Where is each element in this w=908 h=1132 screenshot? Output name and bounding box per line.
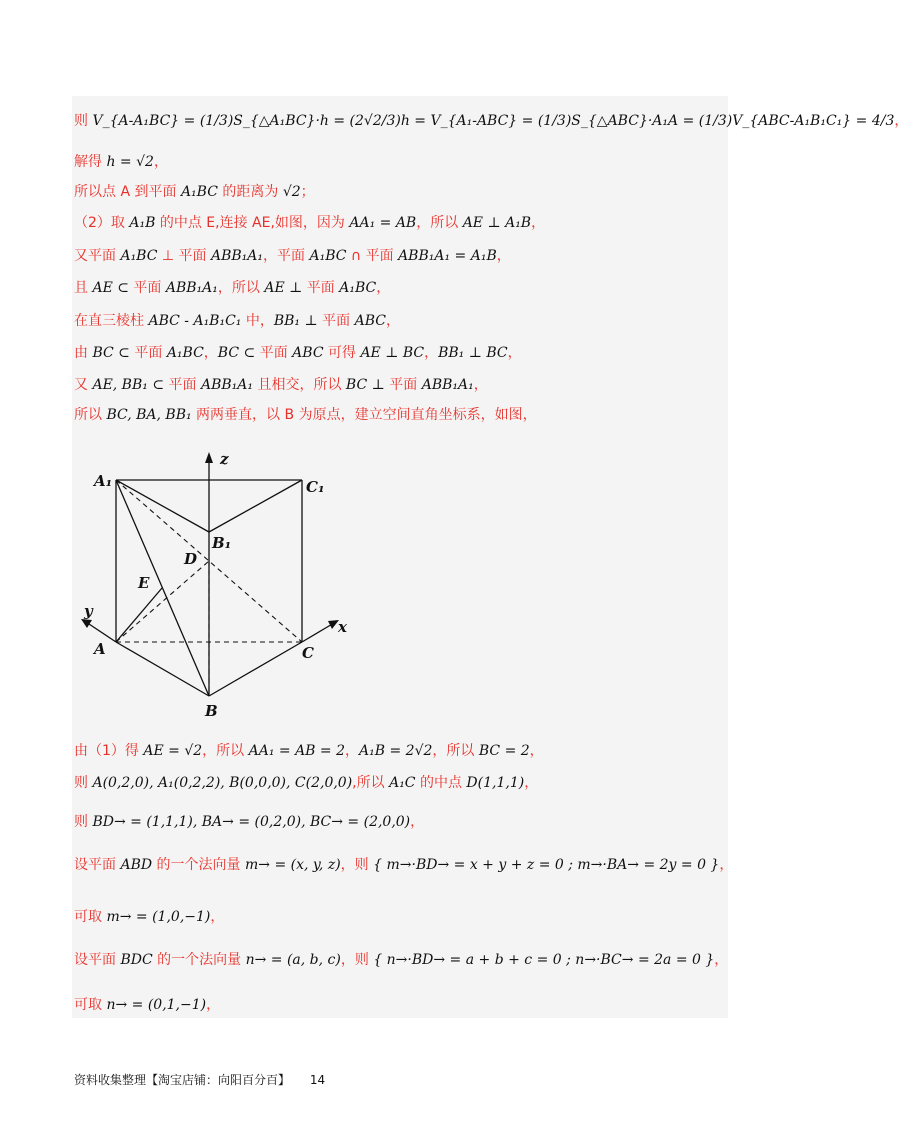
text-span: 平面: [164, 377, 201, 393]
text-span: 的一个法向量: [152, 952, 246, 968]
math-expression: ABC: [292, 345, 324, 361]
math-expression: AE ⊥: [264, 280, 303, 296]
text-span: ，: [410, 814, 425, 830]
prism-figure: [72, 436, 372, 728]
text-span: 在直三棱柱: [74, 313, 149, 329]
text-span: ，: [507, 345, 522, 361]
text-span: 且相交，所以: [253, 377, 346, 393]
text-span: 又: [74, 377, 93, 393]
solution-line: [74, 408, 537, 422]
text-span: ，: [524, 775, 539, 791]
dash-a-d: [116, 561, 209, 642]
math-expression: BB₁ ⊥: [273, 313, 318, 329]
text-span: ，: [424, 345, 439, 361]
label-e: E: [138, 574, 150, 592]
text-span: 可取: [74, 997, 107, 1013]
solution-line: [74, 815, 424, 829]
math-expression: AA₁ = AB: [349, 215, 417, 231]
edge-a-e: [116, 588, 162, 642]
solution-line: [74, 910, 224, 924]
math-expression: ABB₁A₁: [421, 377, 474, 393]
math-expression: A(0,2,0), A₁(0,2,2), B(0,0,0), C(2,0,0): [92, 775, 353, 791]
math-expression: AE = √2: [143, 743, 203, 759]
text-span: ，所以: [202, 743, 249, 759]
text-span: 所以: [74, 407, 107, 423]
solution-line: [74, 281, 390, 295]
label-a: A: [94, 640, 106, 658]
text-span: ，所以: [217, 280, 265, 296]
text-span: ，: [529, 743, 544, 759]
text-span: ，: [345, 743, 360, 759]
math-expression: BD→ = (1,1,1), BA→ = (0,2,0), BC→ = (2,0,0): [92, 814, 411, 830]
label-z: z: [220, 450, 229, 468]
math-expression: ABD: [120, 857, 153, 873]
solution-line: [74, 185, 315, 199]
text-span: ，平面: [263, 248, 310, 264]
math-expression: n→ = (0,1,−1): [106, 997, 207, 1013]
text-span: 平面: [255, 345, 293, 361]
text-span: 设平面: [74, 952, 121, 968]
solution-line: [74, 998, 220, 1012]
text-span: ，: [714, 952, 729, 968]
solution-line: [74, 216, 545, 230]
math-expression: { m→·BD→ = x + y + z = 0 ; m→·BA→ = 2y = 0 }: [373, 857, 720, 873]
text-span: ，则: [340, 952, 374, 968]
label-y: y: [84, 602, 93, 620]
math-expression: A₁B = 2√2: [359, 743, 433, 759]
math-expression: √2: [282, 184, 301, 200]
solution-line: [74, 858, 733, 872]
label-c1: C₁: [306, 478, 325, 496]
text-span: ，: [531, 215, 546, 231]
label-a1: A₁: [94, 472, 113, 490]
math-expression: A₁BC: [309, 248, 347, 264]
math-expression: AE ⊥ BC: [360, 345, 425, 361]
text-span: 解得: [74, 154, 107, 170]
footer-text: 资料收集整理【淘宝店铺：向阳百分百】: [74, 1073, 291, 1087]
math-expression: BC ⊂: [92, 345, 130, 361]
label-b: B: [205, 702, 218, 720]
text-span: 的中点: [415, 775, 467, 791]
text-span: 设平面: [74, 857, 121, 873]
edge-a1-b1: [116, 480, 209, 532]
math-expression: A₁B: [129, 215, 156, 231]
solution-line: [74, 314, 400, 328]
text-span: ，: [719, 857, 734, 873]
solution-line: [74, 155, 168, 169]
text-span: 的距离为: [217, 184, 283, 200]
math-expression: BC ⊂: [217, 345, 256, 361]
solution-line: [74, 378, 488, 392]
text-span: ，: [203, 345, 218, 361]
text-span: ，: [496, 248, 511, 264]
edge-a1-b: [116, 480, 209, 696]
label-c: C: [302, 644, 314, 662]
text-span: 可得: [323, 345, 361, 361]
text-span: 两两垂直，以 B 为原点，建立空间直角坐标系，如图，: [191, 407, 537, 423]
text-span: ，: [473, 377, 488, 393]
math-expression: ABB₁A₁: [200, 377, 253, 393]
page-number: 14: [309, 1073, 326, 1087]
text-span: 的中点 E,连接 AE,如图，因为: [155, 215, 350, 231]
page-footer: [74, 1071, 325, 1088]
text-span: 由: [74, 345, 93, 361]
text-span: 平面: [302, 280, 340, 296]
math-expression: BC, BA, BB₁: [106, 407, 192, 423]
solution-line: [74, 249, 511, 263]
text-span: 所以点 A 到平面: [74, 184, 181, 200]
math-expression: D(1,1,1): [466, 775, 525, 791]
math-expression: n→ = (a, b, c): [245, 952, 341, 968]
text-span: ,所以: [352, 775, 390, 791]
y-arrow-icon: [81, 619, 92, 628]
axis-y: [86, 622, 116, 642]
math-expression: BC = 2: [478, 743, 530, 759]
solution-line: [74, 114, 908, 128]
text-span: ，: [894, 113, 908, 129]
math-expression: ABC - A₁B₁C₁: [148, 313, 242, 329]
edge-b-c: [209, 642, 302, 696]
text-span: 平面: [317, 313, 355, 329]
text-span: ∩ 平面: [346, 248, 399, 264]
text-span: 可取: [74, 909, 107, 925]
math-expression: A₁BC: [120, 248, 158, 264]
math-expression: m→ = (1,0,−1): [106, 909, 211, 925]
math-expression: ABB₁A₁: [165, 280, 218, 296]
solution-line: [74, 953, 728, 967]
text-span: 平面: [384, 377, 422, 393]
text-span: 且: [74, 280, 93, 296]
math-expression: A₁BC: [166, 345, 204, 361]
solution-line: [74, 776, 538, 790]
edge-a-b: [116, 642, 209, 696]
math-expression: AA₁ = AB = 2: [248, 743, 346, 759]
text-span: 又平面: [74, 248, 121, 264]
text-span: ，: [385, 313, 400, 329]
text-span: 则: [74, 814, 93, 830]
solution-line: [74, 744, 544, 758]
text-span: ，则: [340, 857, 374, 873]
text-span: ，所以: [432, 743, 479, 759]
math-expression: AE ⊂: [92, 280, 129, 296]
text-span: 平面: [129, 345, 167, 361]
label-x: x: [338, 618, 347, 636]
text-span: ，: [153, 154, 168, 170]
text-span: 由（1）得: [74, 743, 144, 759]
text-span: ，: [206, 997, 221, 1013]
math-expression: A₁BC: [339, 280, 377, 296]
text-span: ，所以: [416, 215, 463, 231]
text-span: ，: [210, 909, 225, 925]
text-span: 则: [74, 113, 93, 129]
math-expression: AE, BB₁ ⊂: [92, 377, 165, 393]
axis-x: [302, 623, 334, 642]
math-expression: { n→·BD→ = a + b + c = 0 ; n→·BC→ = 2a = 0 }: [373, 952, 715, 968]
text-span: 则: [74, 775, 93, 791]
math-expression: BC ⊥: [345, 377, 385, 393]
text-span: （2）取: [74, 215, 130, 231]
math-expression: A₁C: [389, 775, 416, 791]
math-expression: BDC: [120, 952, 153, 968]
text-span: ，: [376, 280, 391, 296]
text-span: ；: [300, 184, 315, 200]
math-expression: BB₁ ⊥ BC: [438, 345, 508, 361]
math-expression: m→ = (x, y, z): [244, 857, 341, 873]
math-expression: h = √2: [106, 154, 154, 170]
label-b1: B₁: [212, 534, 232, 552]
math-expression: A₁BC: [180, 184, 218, 200]
label-d: D: [184, 550, 198, 568]
text-span: 的一个法向量: [152, 857, 245, 873]
text-span: 平面: [128, 280, 166, 296]
math-expression: ABC: [354, 313, 386, 329]
z-arrow-icon: [205, 452, 213, 463]
math-expression: V_{A-A₁BC} = (1/3)S_{△A₁BC}·h = (2√2/3)h = V_{A₁-ABC} = (1/3)S_{△ABC}·A₁A = (1/3)V_{ABC-A₁B₁C₁} = 4/3: [92, 113, 895, 129]
solution-line: [74, 346, 522, 360]
math-expression: AE ⊥ A₁B: [462, 215, 532, 231]
text-span: 中，: [241, 313, 274, 329]
text-span: ⊥ 平面: [157, 248, 211, 264]
math-expression: ABB₁A₁: [210, 248, 264, 264]
edge-b1-c1: [209, 480, 302, 532]
math-expression: ABB₁A₁ = A₁B: [398, 248, 497, 264]
